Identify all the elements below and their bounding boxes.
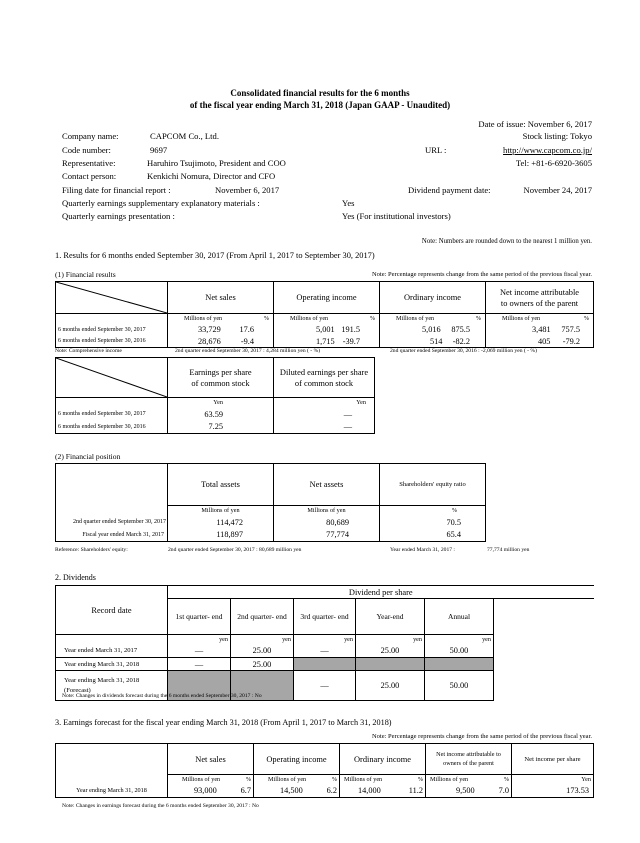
- stock-listing: Stock listing: Tokyo: [522, 131, 592, 141]
- pct-label: %: [369, 315, 375, 323]
- col-q1: 1st quarter- end: [168, 599, 231, 635]
- col-ordinary-income: Ordinary income: [340, 744, 426, 775]
- row-label: 2nd quarter ended September 30, 2017: [56, 516, 168, 529]
- supp-label: Quarterly earnings supplementary explanatory materials :: [62, 198, 260, 208]
- unit-cell: Millions of yen %: [426, 775, 512, 785]
- cell: 405 -79.2: [486, 336, 594, 348]
- unit-cell: Millions of yen %: [254, 775, 340, 785]
- unit-label: Yen: [274, 398, 375, 408]
- cell: 50.00: [425, 671, 494, 701]
- row-label: Year ended March 31, 2017: [56, 645, 168, 658]
- ref-label: Reference: Shareholders' equity:: [55, 547, 128, 553]
- code-label: Code number:: [62, 145, 111, 155]
- filing-label: Filing date for financial report :: [62, 185, 171, 195]
- col-year-end: Year-end: [356, 599, 425, 635]
- section2-title: 2. Dividends: [55, 573, 96, 582]
- col-net-income: Net income attributable to owners of the parent: [426, 744, 512, 775]
- rep-value: Haruhiro Tsujimoto, President and COO: [147, 158, 286, 168]
- table-row: [56, 324, 594, 336]
- unit-blank: [56, 314, 168, 324]
- ref-2016-value: 77,774 million yen: [487, 547, 530, 553]
- col-total-assets: Total assets: [168, 464, 274, 506]
- table-row: [56, 421, 375, 434]
- note-percentage-2: Note: Percentage represents change from the same period of the previous fiscal year.: [371, 733, 592, 740]
- note-percentage: Note: Percentage represents change from the same period of the previous fiscal year.: [371, 271, 592, 278]
- blank-cell: [494, 599, 594, 635]
- col-net-income-line2: to owners of the parent: [500, 298, 579, 308]
- table-row: [56, 785, 594, 798]
- table-row: [56, 336, 594, 348]
- col-q2: 2nd quarter- end: [231, 599, 294, 635]
- cell: 514 -82.2: [380, 336, 486, 348]
- row-label: Year ending March 31, 2018 (Forecast): [56, 671, 168, 701]
- rep-label: Representative:: [62, 158, 116, 168]
- note-rounding: Note: Numbers are rounded down to the nearest 1 million yen.: [421, 238, 592, 245]
- unit-label: Millions of yen: [274, 506, 380, 516]
- cell: 114,472: [168, 516, 274, 529]
- pct-label: %: [380, 506, 486, 516]
- cell: 28,676 -9.4: [168, 336, 274, 348]
- cell: 93,000 6.7: [168, 785, 254, 798]
- dividends-table: [55, 585, 594, 701]
- col-net-income-per-share: Net income per share: [512, 744, 594, 775]
- cell: ―: [294, 671, 356, 701]
- company-value: CAPCOM Co., Ltd.: [150, 131, 220, 141]
- row-label: 6 months ended September 30, 2016: [56, 421, 168, 434]
- table-row: [56, 516, 486, 529]
- cell: 7.25: [168, 421, 274, 434]
- col-net-sales: Net sales: [168, 744, 254, 775]
- date-of-issue: Date of issue: November 6, 2017: [478, 119, 592, 129]
- dividend-date-value: November 24, 2017: [523, 185, 592, 195]
- unit-cell: [486, 314, 594, 324]
- row-label: 6 months ended September 30, 2017: [56, 408, 168, 421]
- unit-blank: [56, 506, 168, 516]
- cell: 50.00: [425, 645, 494, 658]
- col-annual: Annual: [425, 599, 494, 635]
- url-link[interactable]: http://www.capcom.co.jp/: [503, 145, 592, 155]
- cell: ―: [274, 421, 375, 434]
- contact-value: Kenkichi Nomura, Director and CFO: [147, 171, 276, 181]
- diagonal-header-cell: [56, 282, 168, 314]
- col-diluted-eps: Diluted earnings per share of common stock: [274, 358, 375, 398]
- row-label: Fiscal year ended March 31, 2017: [56, 529, 168, 542]
- unit-label: Millions of yen: [184, 315, 223, 323]
- gray-cell: [425, 658, 494, 671]
- unit-cell: Millions of yen %: [168, 775, 254, 785]
- unit-label: yen: [168, 635, 231, 645]
- ref-2017: 2nd quarter ended September 30, 2017 : 80,689 million yen: [168, 547, 302, 553]
- code-value: 9697: [150, 145, 168, 155]
- cell: 25.00: [231, 645, 294, 658]
- col-equity-ratio: Shareholders' equity ratio: [380, 464, 486, 506]
- unit-blank: [56, 398, 168, 408]
- col-q3: 3rd quarter- end: [294, 599, 356, 635]
- cell: 1,715 -39.7: [274, 336, 380, 348]
- col-ordinary-income: Ordinary income: [380, 282, 486, 314]
- unit-label: Millions of yen: [502, 315, 541, 323]
- col-net-income: [486, 282, 594, 314]
- pres-value: Yes (For institutional investors): [342, 211, 451, 221]
- blank-header-cell: [56, 744, 168, 775]
- cell: 3,481 757.5: [486, 324, 594, 336]
- cell: 65.4: [380, 529, 486, 542]
- forecast-note: Note: Changes in earnings forecast during the 6 months ended September 30, 2017 : No: [62, 803, 259, 809]
- cell: 25.00: [356, 671, 425, 701]
- unit-label: Millions of yen: [168, 506, 274, 516]
- table-row: [56, 408, 375, 421]
- cell: 5,001 191.5: [274, 324, 380, 336]
- cell: ―: [274, 408, 375, 421]
- cell: ―: [168, 645, 231, 658]
- filing-value: November 6, 2017: [215, 185, 280, 195]
- section1-title: 1. Results for 6 months ended September 30, 2017 (From April 1, 2017 to September 30, 2017): [55, 251, 375, 260]
- cell: 5,016 875.5: [380, 324, 486, 336]
- unit-cell: Millions of yen %: [340, 775, 426, 785]
- unit-label: yen: [231, 635, 294, 645]
- company-label: Company name:: [62, 131, 119, 141]
- unit-blank: [56, 635, 168, 645]
- unit-label: Millions of yen: [396, 315, 435, 323]
- col-dividend-per-share: Dividend per share: [168, 586, 594, 599]
- cell: 173.53: [512, 785, 594, 798]
- gray-cell: [294, 658, 356, 671]
- row-label: 6 months ended September 30, 2017: [56, 324, 168, 336]
- ref-2016-label: Year ended March 31, 2017 :: [390, 547, 455, 553]
- row-label: 6 months ended September 30, 2016: [56, 336, 168, 348]
- cell: 9,500 7.0: [426, 785, 512, 798]
- cell: 80,689: [274, 516, 380, 529]
- comp-note-label: Note: Comprehensive income: [55, 348, 122, 354]
- table-row: [56, 658, 594, 671]
- pct-label: %: [263, 315, 269, 323]
- fin-results-title: (1) Financial results: [55, 270, 116, 279]
- cell: 77,774: [274, 529, 380, 542]
- section3-title: 3. Earnings forecast for the fiscal year ending March 31, 2018 (From April 1, 2017 to March 31, 2018): [55, 718, 392, 727]
- col-eps: Earnings per share of common stock: [168, 358, 274, 398]
- diagonal-header-cell: [56, 358, 168, 398]
- pres-label: Quarterly earnings presentation :: [62, 211, 175, 221]
- dividend-date-label: Dividend payment date:: [408, 185, 491, 195]
- cell: 14,500 6.2: [254, 785, 340, 798]
- unit-label: yen: [294, 635, 356, 645]
- col-net-assets: Net assets: [274, 464, 380, 506]
- unit-cell: [168, 314, 274, 324]
- col-record-date: Record date: [56, 586, 168, 635]
- fin-position-title: (2) Financial position: [55, 452, 121, 461]
- eps-table: [55, 357, 375, 434]
- table-row: [56, 645, 594, 658]
- cell: 25.00: [231, 658, 294, 671]
- earnings-forecast-table: [55, 743, 594, 798]
- comp-note-2016: 2nd quarter ended September 30, 2016 : -2,069 million yen ( - %): [390, 348, 537, 354]
- row-label: Year ending March 31, 2018: [56, 658, 168, 671]
- row-label: Year ending March 31, 2018: [56, 785, 168, 798]
- financial-position-table: [55, 463, 486, 542]
- cell: 33,729 17.6: [168, 324, 274, 336]
- unit-label: yen: [356, 635, 425, 645]
- col-operating-income: Operating income: [274, 282, 380, 314]
- unit-label: yen: [425, 635, 494, 645]
- dividend-note: Note: Changes in dividends forecast during the 6 months ended September 30, 2017 : No: [62, 693, 262, 699]
- comp-note-2017: 2nd quarter ended September 30, 2017 : 4,284 million yen ( - %): [175, 348, 321, 354]
- table-row: [56, 529, 486, 542]
- unit-label: Millions of yen: [290, 315, 329, 323]
- url-label: URL :: [425, 145, 447, 155]
- doc-title-line1: Consolidated financial results for the 6 months: [230, 88, 410, 98]
- unit-cell: [380, 314, 486, 324]
- cell: ―: [294, 645, 356, 658]
- cell: 25.00: [356, 645, 425, 658]
- blank-header-cell: [56, 464, 168, 506]
- cell: 63.59: [168, 408, 274, 421]
- unit-cell: [274, 314, 380, 324]
- cell: ―: [168, 658, 231, 671]
- cell: 14,000 11.2: [340, 785, 426, 798]
- supp-value: Yes: [342, 198, 355, 208]
- pct-label: %: [475, 315, 481, 323]
- cell: 118,897: [168, 529, 274, 542]
- col-net-sales: Net sales: [168, 282, 274, 314]
- contact-label: Contact person:: [62, 171, 117, 181]
- tel: Tel: +81-6-6920-3605: [515, 158, 592, 168]
- financial-results-table: [55, 281, 594, 348]
- col-net-income-line1: Net income attributable: [499, 287, 580, 297]
- gray-cell: [356, 658, 425, 671]
- unit-label: Yen: [168, 398, 274, 408]
- doc-title-line2: of the fiscal year ending March 31, 2018 (Japan GAAP - Unaudited): [189, 100, 451, 110]
- unit-blank: [56, 775, 168, 785]
- cell: 70.5: [380, 516, 486, 529]
- col-operating-income: Operating income: [254, 744, 340, 775]
- unit-label: Yen: [512, 775, 594, 785]
- pct-label: %: [583, 315, 589, 323]
